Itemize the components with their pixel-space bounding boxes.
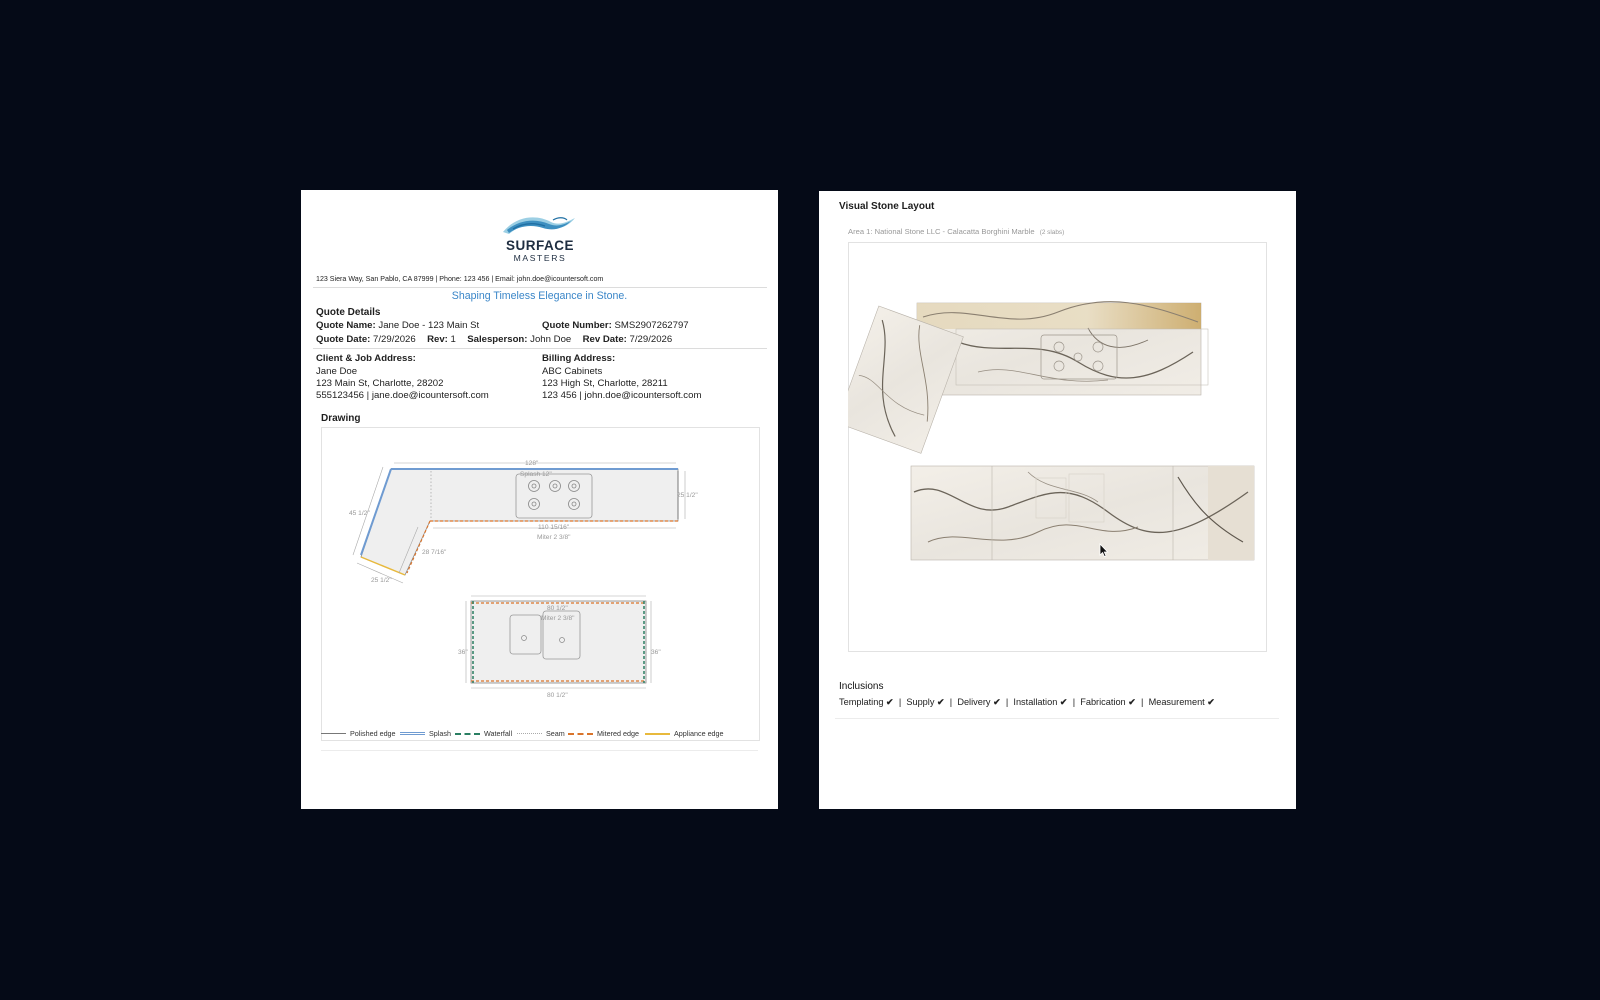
mouse-cursor-icon	[1099, 543, 1109, 558]
inclusion-item: Measurement	[1148, 697, 1205, 707]
rev-date-value: 7/29/2026	[629, 334, 673, 345]
salesperson-label: Salesperson:	[467, 334, 528, 345]
check-icon: ✔	[1059, 697, 1068, 707]
check-icon: ✔	[1207, 697, 1215, 707]
separator: |	[1070, 697, 1078, 707]
inclusion-item: Templating	[839, 697, 884, 707]
divider	[313, 287, 767, 288]
quote-number-label: Quote Number:	[542, 320, 612, 331]
slab-layout	[848, 242, 1265, 650]
legend-swatch	[645, 733, 670, 735]
separator: |	[1138, 697, 1146, 707]
quote-details-heading: Quote Details	[316, 307, 381, 318]
quote-date-value: 7/29/2026	[373, 334, 416, 345]
quote-number-value: SMS2907262797	[614, 320, 689, 331]
billing-address: 123 High St, Charlotte, 28211	[542, 378, 668, 389]
contact-line: 123 Siera Way, San Pablo, CA 87999 | Phone: 123 456 | Email: john.doe@icountersoft.com	[316, 275, 604, 283]
legend-splash	[400, 729, 451, 738]
dim-inner-len: 110 15/16"	[538, 524, 570, 531]
drawing-heading: Drawing	[321, 413, 361, 424]
billing-heading: Billing Address:	[542, 353, 616, 364]
inclusion-item: Fabrication	[1080, 697, 1126, 707]
dim-island-top: 80 1/2"	[547, 605, 568, 612]
dim-island-left: 36"	[458, 649, 468, 656]
dim-island-miter: Miter 2 3/8"	[541, 615, 575, 622]
rev-label: Rev:	[427, 334, 448, 345]
l-countertop-shape	[361, 469, 678, 575]
client-name: Jane Doe	[316, 366, 358, 377]
check-icon: ✔	[993, 697, 1001, 707]
legend-waterfall	[455, 729, 512, 738]
stone-layout-page	[819, 191, 1296, 809]
legend-seam	[517, 729, 565, 738]
dim-left-angle: 45 1/2"	[349, 510, 370, 517]
slab-piece-upper	[917, 302, 1208, 395]
legend-label: Mitered edge	[597, 729, 639, 738]
billing-name: ABC Cabinets	[542, 366, 603, 377]
slab-piece-lower	[911, 466, 1254, 560]
slab-count: (2 slabs)	[1039, 229, 1065, 236]
logo-text-surface: SURFACE	[505, 238, 574, 253]
tagline: Shaping Timeless Elegance in Stone.	[451, 290, 628, 302]
divider	[321, 750, 758, 751]
inclusions-list	[839, 697, 1215, 708]
separator: |	[896, 697, 904, 707]
area-label: Area 1: National Stone LLC - Calacatta Borghini Marble	[848, 227, 1035, 236]
dim-miter: Miter 2 3/8"	[537, 534, 571, 541]
dim-splash: Splash 12"	[520, 471, 552, 478]
check-icon: ✔	[1128, 697, 1136, 707]
divider	[835, 718, 1279, 719]
quote-date-label: Quote Date:	[316, 334, 371, 345]
inclusion-item: Delivery	[957, 697, 991, 707]
dim-right-depth: 25 1/2"	[677, 492, 698, 499]
legend-swatch	[321, 733, 346, 734]
legend-label: Polished edge	[350, 729, 396, 738]
separator: |	[947, 697, 955, 707]
rev-date-label: Rev Date:	[582, 334, 627, 345]
legend-mitered-edge	[568, 729, 639, 738]
check-icon: ✔	[936, 697, 945, 707]
rev-value: 1	[450, 334, 456, 345]
quote-page	[301, 190, 778, 809]
quote-name-row	[316, 320, 479, 331]
inclusions-heading: Inclusions	[839, 681, 884, 692]
quote-name-value: Jane Doe - 123 Main St	[378, 320, 480, 331]
legend-label: Waterfall	[484, 729, 513, 738]
logo-text-masters: MASTERS	[513, 253, 567, 263]
legend-appliance-edge	[645, 729, 724, 738]
legend-swatch	[568, 733, 593, 735]
billing-contact: 123 456 | john.doe@icountersoft.com	[542, 390, 702, 401]
legend-swatch	[517, 733, 542, 734]
dim-bottom-left: 25 1/2"	[371, 577, 392, 584]
inclusion-item: Supply	[906, 697, 935, 707]
client-contact: 555123456 | jane.doe@icountersoft.com	[316, 390, 489, 401]
dim-top: 128"	[525, 460, 539, 467]
quote-number-row	[542, 320, 689, 331]
legend-label: Seam	[546, 729, 565, 738]
check-icon: ✔	[886, 697, 894, 707]
divider	[313, 348, 767, 349]
legend-polished-edge	[321, 729, 396, 738]
salesperson-value: John Doe	[530, 334, 572, 345]
legend-swatch	[400, 732, 425, 735]
dim-island-bottom: 80 1/2"	[547, 692, 568, 699]
inclusion-item: Installation	[1013, 697, 1058, 707]
quote-date-row	[316, 334, 672, 345]
legend-swatch	[455, 733, 480, 735]
logo-wave-icon	[501, 212, 579, 238]
legend-label: Splash	[429, 729, 451, 738]
quote-name-label: Quote Name:	[316, 320, 376, 331]
dim-inner-angle: 28 7/16"	[422, 549, 447, 556]
legend-label: Appliance edge	[674, 729, 724, 738]
area-label-row	[848, 227, 1064, 236]
client-address: 123 Main St, Charlotte, 28202	[316, 378, 444, 389]
separator: |	[1003, 697, 1011, 707]
island-shape	[471, 601, 646, 683]
dim-island-right: 36"	[651, 649, 661, 656]
client-heading: Client & Job Address:	[316, 353, 416, 364]
layout-heading: Visual Stone Layout	[839, 201, 935, 212]
